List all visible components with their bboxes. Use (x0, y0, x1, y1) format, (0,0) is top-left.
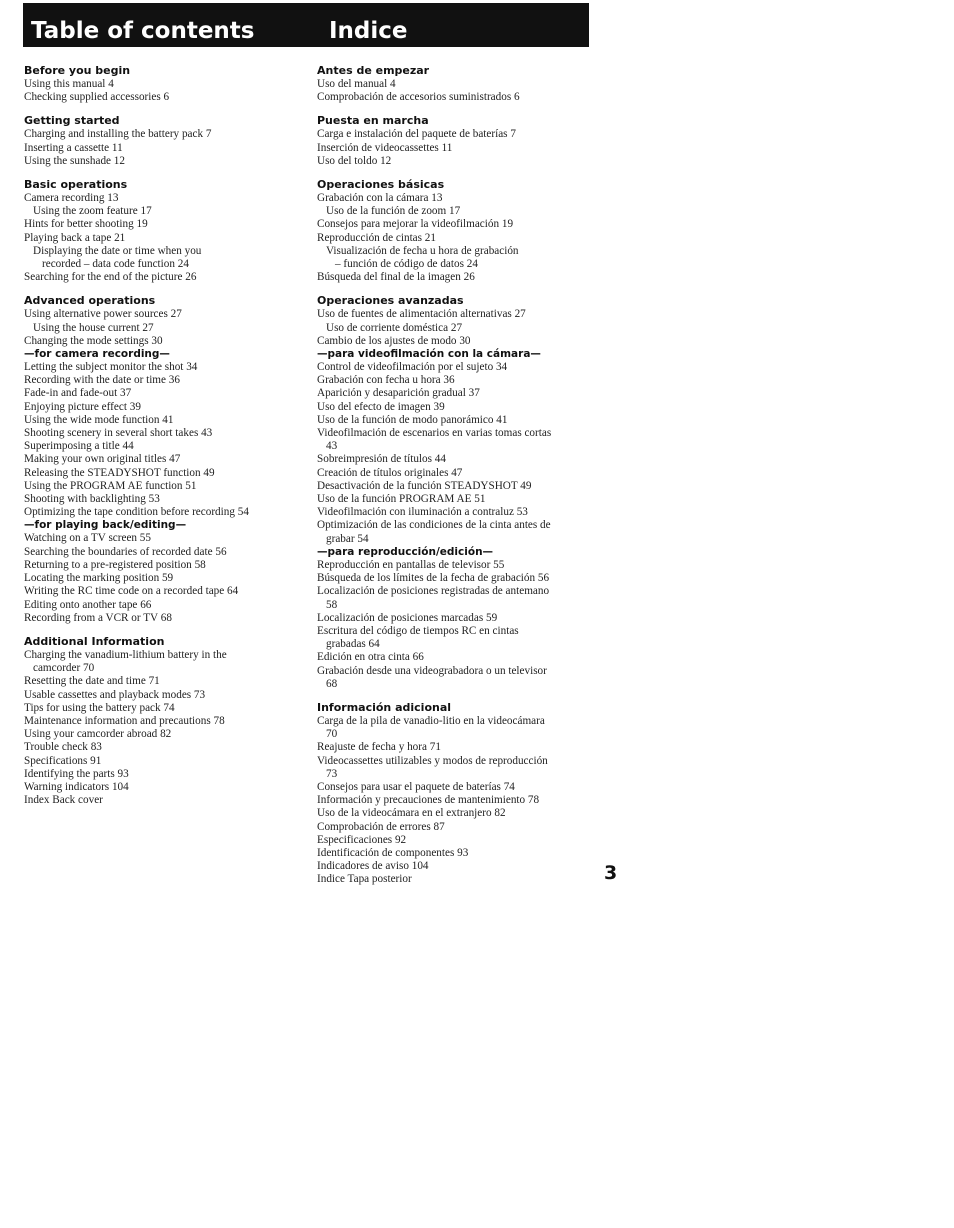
toc-entry: Using the sunshade 12 (24, 154, 125, 167)
subsection-heading: —for camera recording— (24, 348, 170, 361)
section-puesta-en-marcha (317, 114, 607, 168)
toc-entry: Control de videofilmación por el sujeto 34 (317, 361, 508, 374)
toc-entry: 43 (326, 440, 338, 453)
toc-entry: Reajuste de fecha y hora 71 (317, 741, 441, 754)
toc-entry: Uso del toldo 12 (317, 154, 392, 167)
toc-entry: Optimización de las condiciones de la cinta antes de (317, 519, 551, 532)
section-heading: Basic operations (24, 178, 128, 192)
toc-entry: – función de código de datos 24 (335, 258, 478, 271)
toc-entry: Resetting the date and time 71 (24, 675, 160, 688)
toc-entry: Cambio de los ajustes de modo 30 (317, 334, 471, 347)
toc-entry: Changing the mode settings 30 (24, 334, 163, 347)
toc-entry: Checking supplied accessories 6 (24, 91, 170, 104)
toc-entry: Enjoying picture effect 39 (24, 400, 141, 413)
section-heading: Getting started (24, 114, 120, 128)
toc-entry: Visualización de fecha u hora de grabación (326, 244, 519, 257)
section-operaciones-basicas (317, 178, 607, 284)
toc-entry: Tips for using the battery pack 74 (24, 701, 175, 714)
toc-entry: Releasing the STEADYSHOT function 49 (24, 466, 215, 479)
toc-entry: Escritura del código de tiempos RC en cintas (317, 624, 519, 637)
toc-entry: 68 (326, 677, 338, 690)
title-spanish: Indice (329, 18, 408, 44)
toc-entry: 73 (326, 767, 338, 780)
toc-entry: Locating the marking position 59 (24, 572, 174, 585)
toc-entry: Shooting scenery in several short takes 43 (24, 427, 213, 440)
toc-entry: Usable cassettes and playback modes 73 (24, 688, 206, 701)
section-heading: Advanced operations (24, 294, 156, 308)
toc-entry: Using the PROGRAM AE function 51 (24, 479, 197, 492)
section-heading: Operaciones básicas (317, 178, 445, 192)
toc-entry: Búsqueda de los límites de la fecha de grabación 56 (317, 572, 550, 585)
section-additional-information (24, 635, 314, 807)
section-heading: Additional Information (24, 634, 165, 648)
toc-entry: Inserting a cassette 11 (24, 141, 123, 154)
section-antes-de-empezar (317, 64, 607, 104)
subsection-heading: —for playing back/editing— (24, 519, 187, 532)
toc-entry: Writing the RC time code on a recorded tape 64 (24, 585, 239, 598)
toc-entry: Grabación con fecha u hora 36 (317, 374, 455, 387)
section-operaciones-avanzadas (317, 294, 607, 690)
toc-entry: Making your own original titles 47 (24, 453, 181, 466)
toc-entry: Comprobación de errores 87 (317, 820, 445, 833)
toc-entry: Identifying the parts 93 (24, 767, 129, 780)
toc-entry: Videofilmación de escenarios en varias tomas cortas (317, 427, 552, 440)
toc-entry: Trouble check 83 (24, 741, 102, 754)
toc-entry: 58 (326, 598, 338, 611)
title-english: Table of contents (31, 18, 255, 44)
toc-entry: Maintenance information and precautions 78 (24, 714, 225, 727)
toc-entry: Charging the vanadium-lithium battery in the (24, 648, 227, 661)
toc-entry: Reproducción en pantallas de televisor 55 (317, 558, 505, 571)
spanish-contents (317, 64, 607, 897)
toc-entry: Uso del manual 4 (317, 78, 396, 90)
toc-entry: Using the wide mode function 41 (24, 413, 174, 426)
toc-entry: Indice Tapa posterior (317, 873, 412, 886)
toc-entry: Videofilmación con iluminación a contraluz 53 (317, 506, 528, 519)
toc-entry: Hints for better shooting 19 (24, 218, 148, 231)
toc-entry: Localización de posiciones registradas de antemano (317, 585, 550, 598)
toc-entry: Búsqueda del final de la imagen 26 (317, 271, 475, 284)
section-informacion-adicional (317, 701, 607, 887)
toc-entry: Optimizing the tape condition before recording 54 (24, 506, 249, 519)
toc-entry: Carga de la pila de vanadio-litio en la videocámara (317, 714, 545, 727)
toc-entry: Desactivación de la función STEADYSHOT 49 (317, 479, 532, 492)
english-contents (24, 64, 314, 817)
toc-entry: Using this manual 4 (24, 78, 114, 90)
toc-entry: Videocassettes utilizables y modos de reproducción (317, 754, 548, 767)
toc-entry: Uso de corriente doméstica 27 (326, 321, 463, 334)
toc-entry: Shooting with backlighting 53 (24, 493, 160, 506)
toc-entry: camcorder 70 (33, 662, 95, 675)
toc-entry: Información y precauciones de mantenimiento 78 (317, 794, 540, 807)
toc-entry: Grabación desde una videograbadora o un televisor (317, 664, 547, 677)
toc-entry: Index Back cover (24, 794, 103, 807)
toc-entry: Searching the boundaries of recorded date 56 (24, 545, 227, 558)
toc-entry: Charging and installing the battery pack 7 (24, 128, 212, 141)
page-number: 3 (604, 862, 618, 884)
toc-entry: Edición en otra cinta 66 (317, 651, 424, 664)
toc-entry: grabadas 64 (326, 638, 380, 651)
toc-entry: Using the house current 27 (33, 321, 154, 334)
toc-entry: recorded – data code function 24 (42, 258, 189, 271)
toc-entry: Uso de la función de modo panorámico 41 (317, 413, 508, 426)
toc-entry: Sobreimpresión de títulos 44 (317, 453, 446, 466)
toc-entry: Uso de la función PROGRAM AE 51 (317, 493, 486, 506)
section-heading: Puesta en marcha (317, 114, 429, 128)
toc-entry: Reproducción de cintas 21 (317, 231, 436, 244)
toc-entry: Superimposing a title 44 (24, 440, 134, 453)
toc-entry: Playing back a tape 21 (24, 231, 126, 244)
toc-entry: Creación de títulos originales 47 (317, 466, 463, 479)
section-heading: Operaciones avanzadas (317, 294, 464, 308)
toc-entry: Editing onto another tape 66 (24, 598, 152, 611)
toc-entry: Especificaciones 92 (317, 833, 407, 846)
toc-entry: Recording with the date or time 36 (24, 374, 180, 387)
toc-entry: Fade-in and fade-out 37 (24, 387, 132, 400)
toc-entry: Uso de la función de zoom 17 (326, 205, 461, 218)
toc-entry: Using alternative power sources 27 (24, 308, 182, 321)
toc-entry: Consejos para usar el paquete de baterías 74 (317, 780, 515, 793)
toc-entry: Specifications 91 (24, 754, 102, 767)
toc-entry: Displaying the date or time when you (33, 244, 202, 257)
toc-entry: Returning to a pre-registered position 58 (24, 558, 206, 571)
section-advanced-operations (24, 294, 314, 624)
toc-entry: Recording from a VCR or TV 68 (24, 611, 172, 624)
toc-entry: Warning indicators 104 (24, 780, 129, 793)
toc-entry: Uso del efecto de imagen 39 (317, 400, 445, 413)
toc-entry: Uso de la videocámara en el extranjero 82 (317, 807, 506, 820)
title-banner (23, 3, 589, 47)
toc-entry: Aparición y desaparición gradual 37 (317, 387, 480, 400)
toc-entry: Searching for the end of the picture 26 (24, 271, 197, 284)
toc-entry: grabar 54 (326, 532, 369, 545)
toc-entry: Comprobación de accesorios suministrados 6 (317, 91, 520, 104)
toc-entry: Localización de posiciones marcadas 59 (317, 611, 498, 624)
toc-entry: Consejos para mejorar la videofilmación 19 (317, 218, 514, 231)
toc-entry: Inserción de videocassettes 11 (317, 141, 453, 154)
section-heading: Antes de empezar (317, 64, 430, 77)
toc-entry: Camera recording 13 (24, 192, 119, 205)
toc-entry: Grabación con la cámara 13 (317, 192, 443, 205)
toc-entry: Uso de fuentes de alimentación alternativas 27 (317, 308, 526, 321)
toc-entry: Using your camcorder abroad 82 (24, 728, 172, 741)
section-getting-started (24, 114, 314, 168)
toc-entry: Using the zoom feature 17 (33, 205, 152, 218)
subsection-heading: —para videofilmación con la cámara— (317, 348, 541, 361)
section-before-you-begin (24, 64, 314, 104)
toc-entry: Identificación de componentes 93 (317, 846, 469, 859)
toc-entry: Indicadores de aviso 104 (317, 860, 429, 873)
section-basic-operations (24, 178, 314, 284)
toc-entry: 70 (326, 728, 338, 741)
section-heading: Información adicional (317, 700, 452, 714)
toc-entry: Letting the subject monitor the shot 34 (24, 361, 198, 374)
subsection-heading: —para reproducción/edición— (317, 545, 494, 558)
section-heading: Before you begin (24, 64, 131, 77)
toc-entry: Carga e instalación del paquete de baterías 7 (317, 128, 516, 141)
toc-entry: Watching on a TV screen 55 (24, 532, 151, 545)
